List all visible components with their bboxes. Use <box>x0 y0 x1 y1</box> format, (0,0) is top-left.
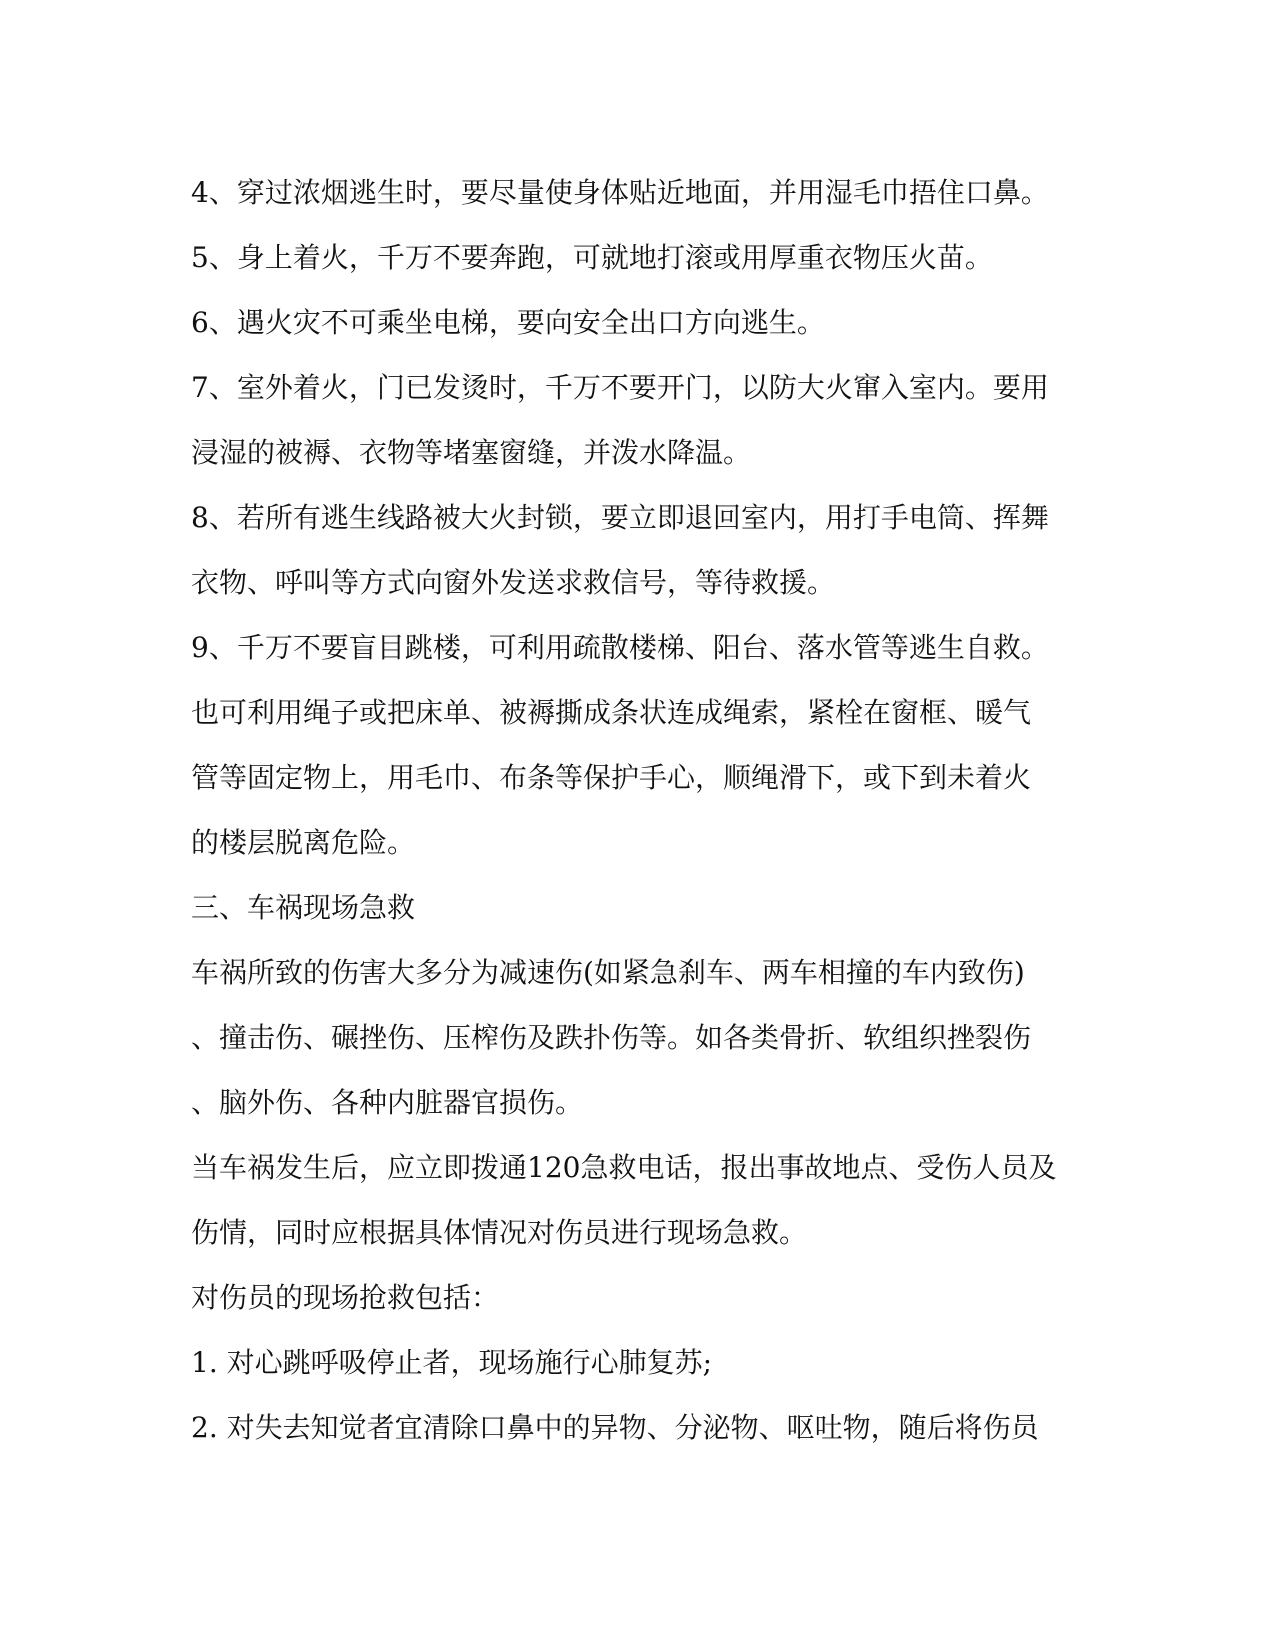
paragraph-line: 衣物、呼叫等方式向窗外发送求救信号，等待救援。 <box>191 566 836 599</box>
document-body <box>191 160 1091 1460</box>
paragraph-line: 4、穿过浓烟逃生时，要尽量使身体贴近地面，并用湿毛巾捂住口鼻。 <box>191 176 1049 209</box>
list-item: 1. 对心跳呼吸停止者，现场施行心肺复苏; <box>191 1346 713 1379</box>
paragraph-line: 车祸所致的伤害大多分为减速伤(如紧急刹车、两车相撞的车内致伤) <box>191 956 1025 989</box>
paragraph-line: 对伤员的现场抢救包括： <box>191 1281 500 1314</box>
paragraph-line: 浸湿的被褥、衣物等堵塞窗缝，并泼水降温。 <box>191 436 752 469</box>
paragraph-line: 、撞击伤、碾挫伤、压榨伤及跌扑伤等。如各类骨折、软组织挫裂伤 <box>191 1021 1032 1054</box>
paragraph-line: 也可利用绳子或把床单、被褥撕成条状连成绳索，紧栓在窗框、暖气 <box>191 696 1032 729</box>
paragraph-line: 5、身上着火，千万不要奔跑，可就地打滚或用厚重衣物压火苗。 <box>191 241 993 274</box>
list-item: 2. 对失去知觉者宜清除口鼻中的异物、分泌物、呕吐物，随后将伤员 <box>191 1411 1039 1444</box>
paragraph-line: 6、遇火灾不可乘坐电梯，要向安全出口方向逃生。 <box>191 306 825 339</box>
paragraph-line: 当车祸发生后，应立即拨通120急救电话，报出事故地点、受伤人员及 <box>191 1151 1057 1184</box>
paragraph-line: 、脑外伤、各种内脏器官损伤。 <box>191 1086 584 1119</box>
section-heading: 三、车祸现场急救 <box>191 891 416 924</box>
paragraph-line: 7、室外着火，门已发烫时，千万不要开门，以防大火窜入室内。要用 <box>191 371 1049 404</box>
paragraph-line: 8、若所有逃生线路被大火封锁，要立即退回室内，用打手电筒、挥舞 <box>191 501 1049 534</box>
paragraph-line: 管等固定物上，用毛巾、布条等保护手心，顺绳滑下，或下到未着火 <box>191 761 1032 794</box>
paragraph-line: 9、千万不要盲目跳楼，可利用疏散楼梯、阳台、落水管等逃生自救。 <box>191 631 1049 664</box>
paragraph-line: 的楼层脱离危险。 <box>191 826 416 859</box>
paragraph-line: 伤情，同时应根据具体情况对伤员进行现场急救。 <box>191 1216 808 1249</box>
